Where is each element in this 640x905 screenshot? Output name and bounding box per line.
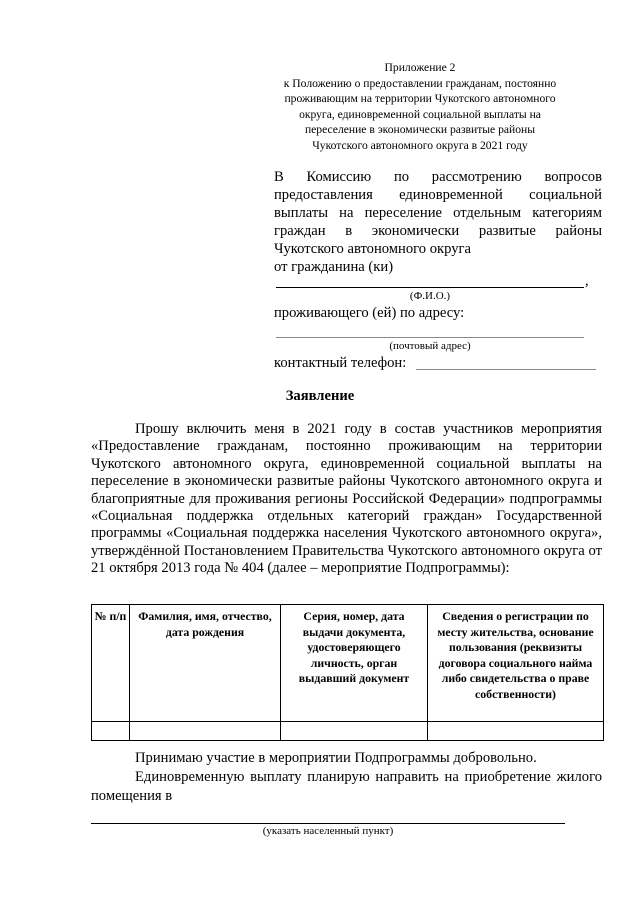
address-label: проживающего (ей) по адресу:: [274, 305, 465, 321]
appendix-line: проживающим на территории Чукотского автономного: [284, 92, 556, 105]
statement-paragraph: Прошу включить меня в 2021 году в состав участников мероприятия «Предоставление гражданам, постоянно проживающим на территории Чукотского автономного округа, единовременной социальной выплаты на переселение в экономически развитые районы Чукотского автономного округа и благоприятные для проживания регионы Российской Федерации» подпрограммы «Социальная поддержка отдельных категорий граждан» Государственной программы «Социальная поддержка населения Чукотского автономного округа», утверждённой Постановлением Правительства Чукотского автономного округа от 21 октября 2013 года № 404 (далее – мероприятие Подпрограммы):: [91, 421, 602, 577]
document-title: Заявление: [285, 388, 355, 404]
header-full-name: Фамилия, имя, отчество, дата рождения: [130, 605, 281, 722]
voluntary-statement: Принимаю участие в мероприятии Подпрограммы добровольно.: [135, 750, 537, 766]
addressee-text: В Комиссию по рассмотрению вопросов предоставления единовременной социальной выплаты на переселение отдельным категориям граждан в экономически развитые районы Чукотского автономного округа: [274, 169, 602, 257]
applicant-table: [91, 604, 604, 741]
appendix-header: [270, 60, 570, 153]
table-cell[interactable]: [92, 722, 130, 741]
appendix-line: Чукотского автономного округа в 2021 году: [312, 138, 528, 152]
header-id-document: Серия, номер, дата выдачи документа, удостоверяющего личность, орган выдавший документ: [281, 605, 428, 722]
header-number: № п/п: [92, 605, 130, 722]
table-cell[interactable]: [281, 722, 428, 741]
fio-comma: ,: [585, 273, 589, 289]
appendix-line: переселение в экономически развитые районы: [304, 123, 536, 136]
payment-purpose: Единовременную выплату планирую направить на приобретение жилого помещения в: [91, 769, 602, 804]
appendix-line: округа, единовременной социальной выплаты на: [299, 107, 541, 121]
phone-line[interactable]: [416, 369, 596, 370]
appendix-line: к Положению о предоставлении гражданам, постоянно: [283, 76, 557, 90]
settlement-caption: (указать населенный пункт): [262, 825, 394, 837]
closing-block: [91, 749, 602, 806]
table-cell[interactable]: [428, 722, 604, 741]
appendix-line: Приложение 2: [384, 61, 456, 74]
addressee-block: [274, 168, 602, 276]
table-cell[interactable]: [130, 722, 281, 741]
fio-line[interactable]: [276, 287, 584, 288]
settlement-line[interactable]: [91, 823, 565, 824]
address-caption: (почтовый адрес): [389, 340, 471, 352]
header-registration: Сведения о регистрации по месту жительства, основание пользования (реквизиты договора социального найма либо свидетельства о праве собственности): [428, 605, 604, 722]
phone-label: контактный телефон:: [274, 355, 407, 371]
address-line[interactable]: [276, 337, 584, 338]
table-row: [92, 722, 604, 741]
fio-caption: (Ф.И.О.): [409, 290, 451, 302]
from-citizen-label: от гражданина (ки): [274, 259, 394, 275]
table-header-row: [92, 605, 604, 722]
